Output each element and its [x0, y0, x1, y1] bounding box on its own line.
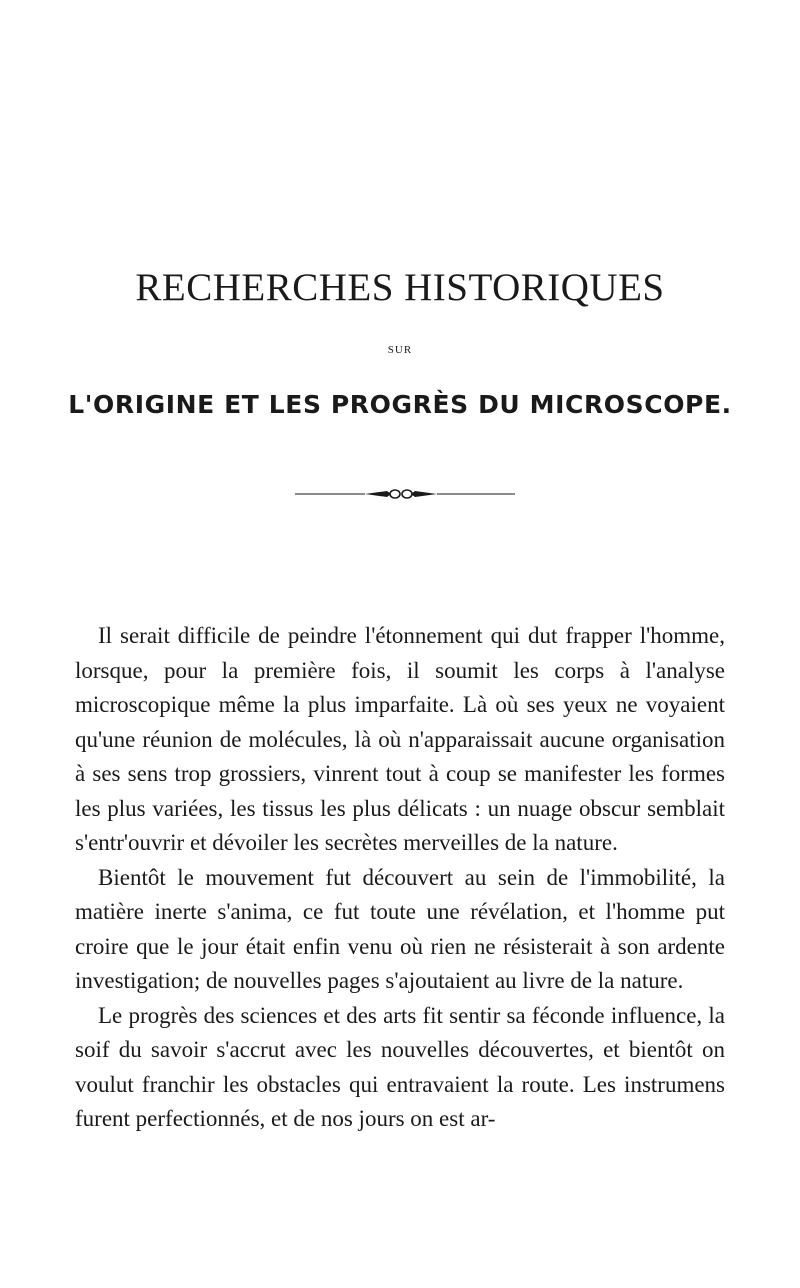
title-connector: SUR	[387, 344, 413, 356]
main-title: RECHERCHES HISTORIQUES	[135, 266, 665, 309]
paragraph-2: Bientôt le mouvement fut découvert au sein de l'immobilité, la matière inerte s'anima, ce fut toute une révélation, et l'homme put croire que le jour était enfin venu où rien ne résisterait à son ardente investigation; de nouvelles pages s'ajoutaient au livre de la nature.	[75, 864, 725, 993]
paragraph-1: Il serait difficile de peindre l'étonnement qui dut frapper l'homme, lorsque, pour la première fois, il soumit les corps à l'analyse microscopique même la plus imparfaite. Là où ses yeux ne voyaient qu'une réunion de molécules, là où n'apparaissait aucune organisation à ses sens trop grossiers, vinrent tout à coup se manifester les formes les plus variées, les tissus les plus délicats : un nuage obscur semblait s'entr'ouvrir et dévoiler les secrètes merveilles de la nature.	[75, 623, 725, 855]
paragraph-3: Le progrès des sciences et des arts fit sentir sa féconde influence, la soif du savoir s'accrut avec les nouvelles découvertes, et bientôt on voulut franchir les obstacles qui entravaient la route. Les instrumens furent perfectionnés, et de nos jours on est ar-	[75, 1002, 725, 1131]
body-text	[75, 619, 725, 1137]
subtitle: L'ORIGINE ET LES PROGRÈS DU MICROSCOPE.	[68, 390, 732, 419]
decorative-rule-icon	[295, 486, 515, 502]
